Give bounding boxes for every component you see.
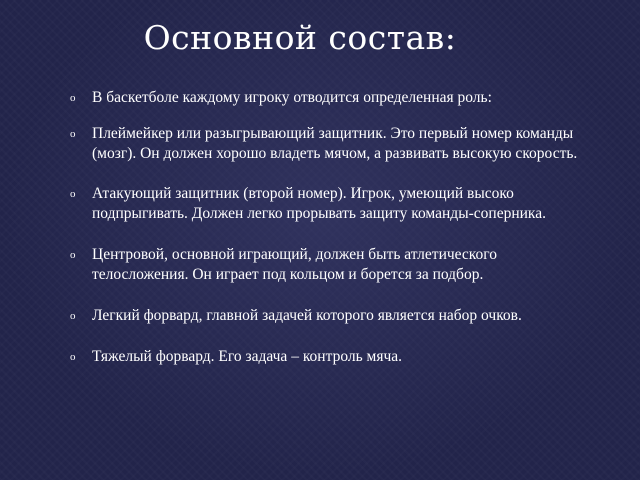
bullet-text: Центровой, основной играющий, должен быть атлетического телосложения. Он играет под кольцом и борется за подбор. [92, 246, 498, 283]
bullet-marker-icon: o [70, 92, 76, 104]
bullet-item [70, 347, 590, 367]
bullet-item [70, 245, 590, 285]
bullet-item [70, 306, 590, 326]
bullet-text: В баскетболе каждому игроку отводится определенная роль: [92, 89, 492, 106]
bullet-text: Легкий форвард, главной задачей которого является набор очков. [92, 307, 522, 324]
bullet-item [70, 124, 590, 164]
bullet-text: Тяжелый форвард. Его задача – контроль мяча. [92, 348, 403, 365]
bullet-marker-icon: o [70, 249, 76, 261]
bullet-marker-icon: o [70, 351, 76, 363]
bullet-marker-icon: o [70, 310, 76, 322]
bullet-item [70, 88, 590, 108]
bullet-item [70, 184, 590, 224]
bullet-text: Плеймейкер или разыгрывающий защитник. Это первый номер команды (мозг). Он должен хорошо владеть мячом, а развивать высокую скорость. [92, 125, 578, 162]
bullet-list [70, 88, 590, 367]
slide-title: Основной состав: [143, 18, 457, 57]
bullet-marker-icon: o [70, 128, 76, 140]
bullet-marker-icon: o [70, 188, 76, 200]
bullet-text: Атакующий защитник (второй номер). Игрок, умеющий высоко подпрыгивать. Должен легко прорывать защиту команды-соперника. [92, 185, 546, 222]
